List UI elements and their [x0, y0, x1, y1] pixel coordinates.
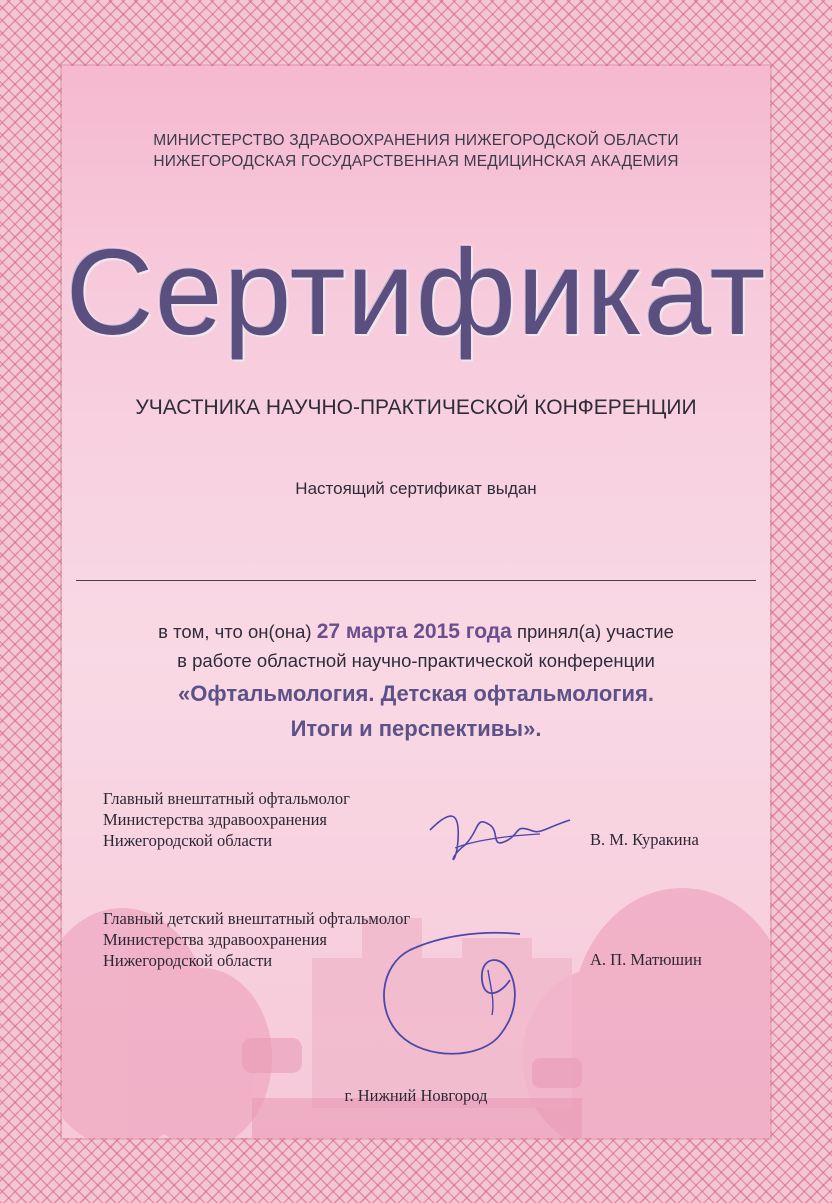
- signatory-1-title-line: Министерства здравоохранения: [103, 810, 328, 829]
- signatory-1-title: [103, 788, 350, 851]
- conference-title-line2: Итоги и перспективы».: [290, 716, 542, 741]
- certificate-subtitle: УЧАСТНИКА НАУЧНО-ПРАКТИЧЕСКОЙ КОНФЕРЕНЦИИ: [135, 396, 697, 419]
- signatory-1-title-line: Главный внештатный офтальмолог: [103, 789, 350, 808]
- statement-prefix: в том, что он(она): [158, 621, 312, 642]
- certificate-title: Сертификат: [65, 224, 767, 360]
- signatory-2-title-line: Министерства здравоохранения: [103, 930, 328, 949]
- academy-line: НИЖЕГОРОДСКАЯ ГОСУДАРСТВЕННАЯ МЕДИЦИНСКАЯ АКАДЕМИЯ: [153, 153, 679, 170]
- participation-statement: [0, 620, 832, 644]
- ministry-line: МИНИСТЕРСТВО ЗДРАВООХРАНЕНИЯ НИЖЕГОРОДСКОЙ ОБЛАСТИ: [153, 132, 679, 149]
- conference-title-line1: «Офтальмология. Детская офтальмология.: [178, 681, 654, 706]
- issued-to-label: Настоящий сертификат выдан: [295, 479, 537, 498]
- conference-date: 27 марта 2015 года: [316, 620, 512, 643]
- signatory-2-title: [103, 908, 410, 971]
- city-name: г. Нижний Новгород: [344, 1086, 488, 1105]
- signature-1-image: [420, 800, 580, 870]
- recipient-name-line: [76, 580, 756, 581]
- signature-2-image: [370, 920, 550, 1070]
- conference-description: в работе областной научно-практической конференции: [177, 650, 655, 671]
- statement-suffix: принял(а) участие: [516, 621, 674, 642]
- signatory-1-name: В. М. Куракина: [590, 830, 699, 849]
- signatory-2-name: А. П. Матюшин: [590, 950, 702, 969]
- signatory-2-title-line: Нижегородской области: [103, 951, 273, 970]
- signatory-1-title-line: Нижегородской области: [103, 831, 273, 850]
- signatory-2-title-line: Главный детский внештатный офтальмолог: [103, 909, 411, 928]
